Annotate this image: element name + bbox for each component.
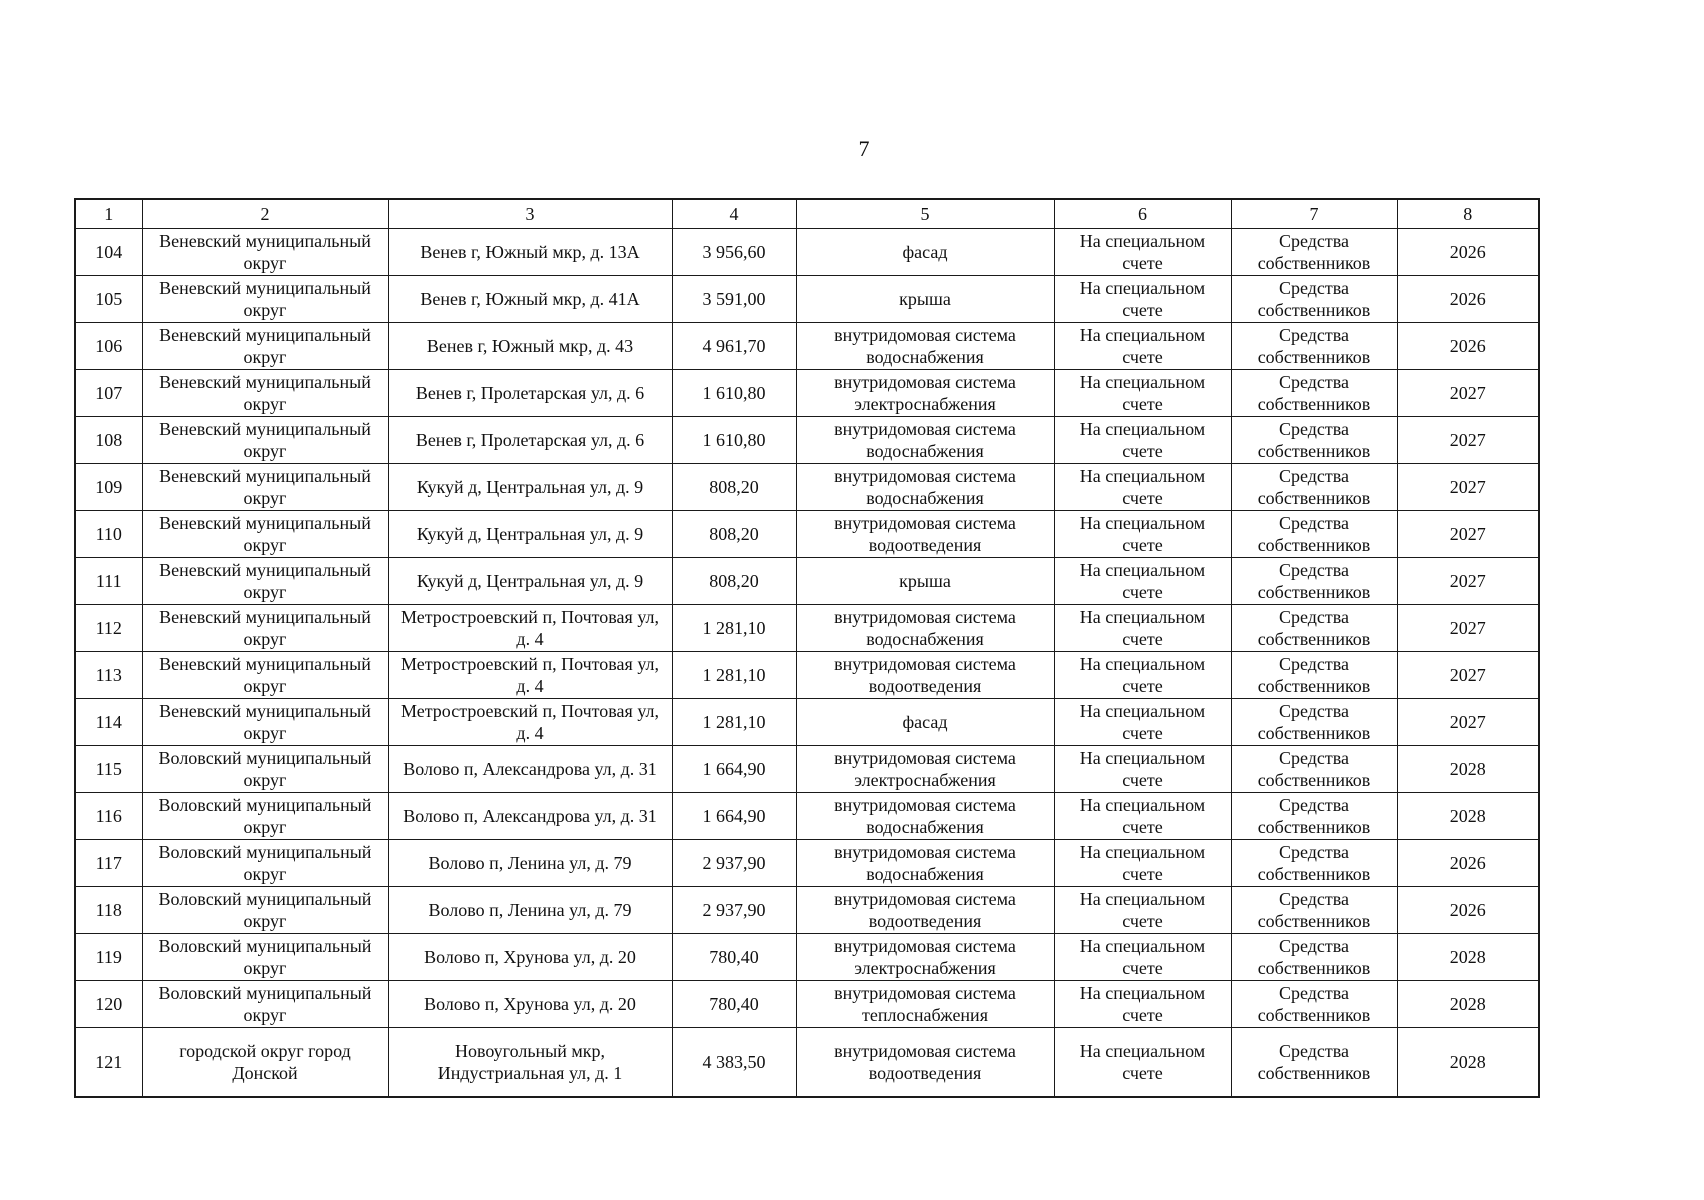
work-type-cell: внутридомовая система водоотведения	[796, 652, 1054, 699]
work-type-cell: внутридомовая система водоснабжения	[796, 840, 1054, 887]
row-number-cell: 104	[75, 229, 142, 276]
account-cell: На специальном счете	[1054, 370, 1231, 417]
table-row	[75, 1028, 1539, 1098]
work-type-cell: крыша	[796, 276, 1054, 323]
district-cell: Веневский муниципальный округ	[142, 464, 388, 511]
address-cell: Венев г, Южный мкр, д. 41А	[388, 276, 672, 323]
area-cell: 808,20	[672, 464, 796, 511]
table-row	[75, 323, 1539, 370]
year-cell: 2027	[1397, 558, 1539, 605]
funding-source-cell: Средства собственников	[1231, 229, 1397, 276]
year-cell: 2028	[1397, 793, 1539, 840]
work-type-cell: внутридомовая система водоснабжения	[796, 323, 1054, 370]
address-cell: Кукуй д, Центральная ул, д. 9	[388, 464, 672, 511]
year-cell: 2026	[1397, 276, 1539, 323]
funding-source-cell: Средства собственников	[1231, 417, 1397, 464]
account-cell: На специальном счете	[1054, 746, 1231, 793]
account-cell: На специальном счете	[1054, 511, 1231, 558]
work-type-cell: внутридомовая система водоснабжения	[796, 605, 1054, 652]
table-row	[75, 699, 1539, 746]
address-cell: Новоугольный мкр, Индустриальная ул, д. 1	[388, 1028, 672, 1098]
area-cell: 4 961,70	[672, 323, 796, 370]
address-cell: Волово п, Хрунова ул, д. 20	[388, 981, 672, 1028]
table-row	[75, 511, 1539, 558]
year-cell: 2026	[1397, 840, 1539, 887]
row-number-cell: 116	[75, 793, 142, 840]
funding-source-cell: Средства собственников	[1231, 652, 1397, 699]
work-type-cell: внутридомовая система водоснабжения	[796, 793, 1054, 840]
year-cell: 2027	[1397, 464, 1539, 511]
row-number-cell: 120	[75, 981, 142, 1028]
table-row	[75, 934, 1539, 981]
district-cell: Веневский муниципальный округ	[142, 276, 388, 323]
work-type-cell: внутридомовая система электроснабжения	[796, 746, 1054, 793]
address-cell: Метростроевский п, Почтовая ул, д. 4	[388, 699, 672, 746]
funding-source-cell: Средства собственников	[1231, 370, 1397, 417]
address-cell: Метростроевский п, Почтовая ул, д. 4	[388, 605, 672, 652]
funding-source-cell: Средства собственников	[1231, 746, 1397, 793]
work-type-cell: фасад	[796, 229, 1054, 276]
table-row	[75, 887, 1539, 934]
table-row	[75, 417, 1539, 464]
address-cell: Волово п, Ленина ул, д. 79	[388, 840, 672, 887]
table-row	[75, 370, 1539, 417]
work-type-cell: внутридомовая система теплоснабжения	[796, 981, 1054, 1028]
district-cell: Воловский муниципальный округ	[142, 934, 388, 981]
year-cell: 2027	[1397, 699, 1539, 746]
year-cell: 2028	[1397, 746, 1539, 793]
page-number: 7	[858, 136, 870, 161]
funding-source-cell: Средства собственников	[1231, 981, 1397, 1028]
year-cell: 2028	[1397, 934, 1539, 981]
area-cell: 3 956,60	[672, 229, 796, 276]
row-number-cell: 121	[75, 1028, 142, 1098]
table-body	[75, 229, 1539, 1098]
district-cell: Веневский муниципальный округ	[142, 558, 388, 605]
table-row	[75, 464, 1539, 511]
year-cell: 2028	[1397, 981, 1539, 1028]
area-cell: 1 664,90	[672, 746, 796, 793]
work-type-cell: внутридомовая система водоотведения	[796, 1028, 1054, 1098]
account-cell: На специальном счете	[1054, 276, 1231, 323]
funding-source-cell: Средства собственников	[1231, 699, 1397, 746]
funding-source-cell: Средства собственников	[1231, 511, 1397, 558]
year-cell: 2026	[1397, 887, 1539, 934]
account-cell: На специальном счете	[1054, 793, 1231, 840]
table-row	[75, 652, 1539, 699]
table-row	[75, 981, 1539, 1028]
row-number-cell: 114	[75, 699, 142, 746]
area-cell: 2 937,90	[672, 840, 796, 887]
column-header: 3	[388, 199, 672, 229]
row-number-cell: 107	[75, 370, 142, 417]
area-cell: 1 610,80	[672, 370, 796, 417]
area-cell: 3 591,00	[672, 276, 796, 323]
funding-source-cell: Средства собственников	[1231, 276, 1397, 323]
area-cell: 780,40	[672, 981, 796, 1028]
row-number-cell: 105	[75, 276, 142, 323]
funding-source-cell: Средства собственников	[1231, 605, 1397, 652]
area-cell: 780,40	[672, 934, 796, 981]
year-cell: 2028	[1397, 1028, 1539, 1098]
area-cell: 1 664,90	[672, 793, 796, 840]
address-cell: Кукуй д, Центральная ул, д. 9	[388, 558, 672, 605]
account-cell: На специальном счете	[1054, 934, 1231, 981]
year-cell: 2026	[1397, 323, 1539, 370]
work-type-cell: фасад	[796, 699, 1054, 746]
table-row	[75, 558, 1539, 605]
row-number-cell: 118	[75, 887, 142, 934]
row-number-cell: 112	[75, 605, 142, 652]
account-cell: На специальном счете	[1054, 981, 1231, 1028]
row-number-cell: 109	[75, 464, 142, 511]
table-row	[75, 793, 1539, 840]
capital-repair-table	[74, 198, 1540, 1098]
work-type-cell: внутридомовая система электроснабжения	[796, 934, 1054, 981]
area-cell: 808,20	[672, 511, 796, 558]
address-cell: Волово п, Александрова ул, д. 31	[388, 746, 672, 793]
row-number-cell: 113	[75, 652, 142, 699]
column-header: 6	[1054, 199, 1231, 229]
work-type-cell: внутридомовая система водоотведения	[796, 511, 1054, 558]
address-cell: Волово п, Александрова ул, д. 31	[388, 793, 672, 840]
account-cell: На специальном счете	[1054, 652, 1231, 699]
area-cell: 4 383,50	[672, 1028, 796, 1098]
column-header: 2	[142, 199, 388, 229]
area-cell: 2 937,90	[672, 887, 796, 934]
district-cell: Воловский муниципальный округ	[142, 793, 388, 840]
column-header: 7	[1231, 199, 1397, 229]
work-type-cell: внутридомовая система водоотведения	[796, 887, 1054, 934]
column-header: 8	[1397, 199, 1539, 229]
district-cell: Воловский муниципальный округ	[142, 840, 388, 887]
work-type-cell: крыша	[796, 558, 1054, 605]
row-number-cell: 108	[75, 417, 142, 464]
table-row	[75, 746, 1539, 793]
funding-source-cell: Средства собственников	[1231, 1028, 1397, 1098]
funding-source-cell: Средства собственников	[1231, 323, 1397, 370]
row-number-cell: 115	[75, 746, 142, 793]
row-number-cell: 106	[75, 323, 142, 370]
table-row	[75, 229, 1539, 276]
area-cell: 1 610,80	[672, 417, 796, 464]
address-cell: Венев г, Южный мкр, д. 13А	[388, 229, 672, 276]
district-cell: Воловский муниципальный округ	[142, 887, 388, 934]
funding-source-cell: Средства собственников	[1231, 840, 1397, 887]
address-cell: Венев г, Пролетарская ул, д. 6	[388, 417, 672, 464]
column-header: 1	[75, 199, 142, 229]
district-cell: Веневский муниципальный округ	[142, 417, 388, 464]
address-cell: Кукуй д, Центральная ул, д. 9	[388, 511, 672, 558]
row-number-cell: 117	[75, 840, 142, 887]
header-row	[75, 199, 1539, 229]
address-cell: Венев г, Южный мкр, д. 43	[388, 323, 672, 370]
address-cell: Волово п, Хрунова ул, д. 20	[388, 934, 672, 981]
district-cell: Веневский муниципальный округ	[142, 370, 388, 417]
row-number-cell: 111	[75, 558, 142, 605]
funding-source-cell: Средства собственников	[1231, 793, 1397, 840]
district-cell: Веневский муниципальный округ	[142, 229, 388, 276]
work-type-cell: внутридомовая система водоснабжения	[796, 464, 1054, 511]
account-cell: На специальном счете	[1054, 464, 1231, 511]
area-cell: 808,20	[672, 558, 796, 605]
account-cell: На специальном счете	[1054, 699, 1231, 746]
work-type-cell: внутридомовая система водоснабжения	[796, 417, 1054, 464]
account-cell: На специальном счете	[1054, 323, 1231, 370]
account-cell: На специальном счете	[1054, 229, 1231, 276]
area-cell: 1 281,10	[672, 652, 796, 699]
address-cell: Венев г, Пролетарская ул, д. 6	[388, 370, 672, 417]
account-cell: На специальном счете	[1054, 887, 1231, 934]
year-cell: 2027	[1397, 511, 1539, 558]
area-cell: 1 281,10	[672, 699, 796, 746]
year-cell: 2027	[1397, 652, 1539, 699]
account-cell: На специальном счете	[1054, 417, 1231, 464]
funding-source-cell: Средства собственников	[1231, 464, 1397, 511]
table-row	[75, 276, 1539, 323]
funding-source-cell: Средства собственников	[1231, 887, 1397, 934]
district-cell: Веневский муниципальный округ	[142, 699, 388, 746]
district-cell: Веневский муниципальный округ	[142, 652, 388, 699]
table-row	[75, 605, 1539, 652]
district-cell: Веневский муниципальный округ	[142, 323, 388, 370]
account-cell: На специальном счете	[1054, 1028, 1231, 1098]
year-cell: 2027	[1397, 605, 1539, 652]
funding-source-cell: Средства собственников	[1231, 558, 1397, 605]
district-cell: Воловский муниципальный округ	[142, 981, 388, 1028]
column-header: 5	[796, 199, 1054, 229]
table-row	[75, 840, 1539, 887]
row-number-cell: 110	[75, 511, 142, 558]
area-cell: 1 281,10	[672, 605, 796, 652]
account-cell: На специальном счете	[1054, 605, 1231, 652]
district-cell: Воловский муниципальный округ	[142, 746, 388, 793]
row-number-cell: 119	[75, 934, 142, 981]
district-cell: Веневский муниципальный округ	[142, 605, 388, 652]
column-header: 4	[672, 199, 796, 229]
year-cell: 2027	[1397, 417, 1539, 464]
account-cell: На специальном счете	[1054, 558, 1231, 605]
work-type-cell: внутридомовая система электроснабжения	[796, 370, 1054, 417]
year-cell: 2026	[1397, 229, 1539, 276]
year-cell: 2027	[1397, 370, 1539, 417]
address-cell: Волово п, Ленина ул, д. 79	[388, 887, 672, 934]
district-cell: Веневский муниципальный округ	[142, 511, 388, 558]
account-cell: На специальном счете	[1054, 840, 1231, 887]
district-cell: городской округ город Донской	[142, 1028, 388, 1098]
funding-source-cell: Средства собственников	[1231, 934, 1397, 981]
address-cell: Метростроевский п, Почтовая ул, д. 4	[388, 652, 672, 699]
